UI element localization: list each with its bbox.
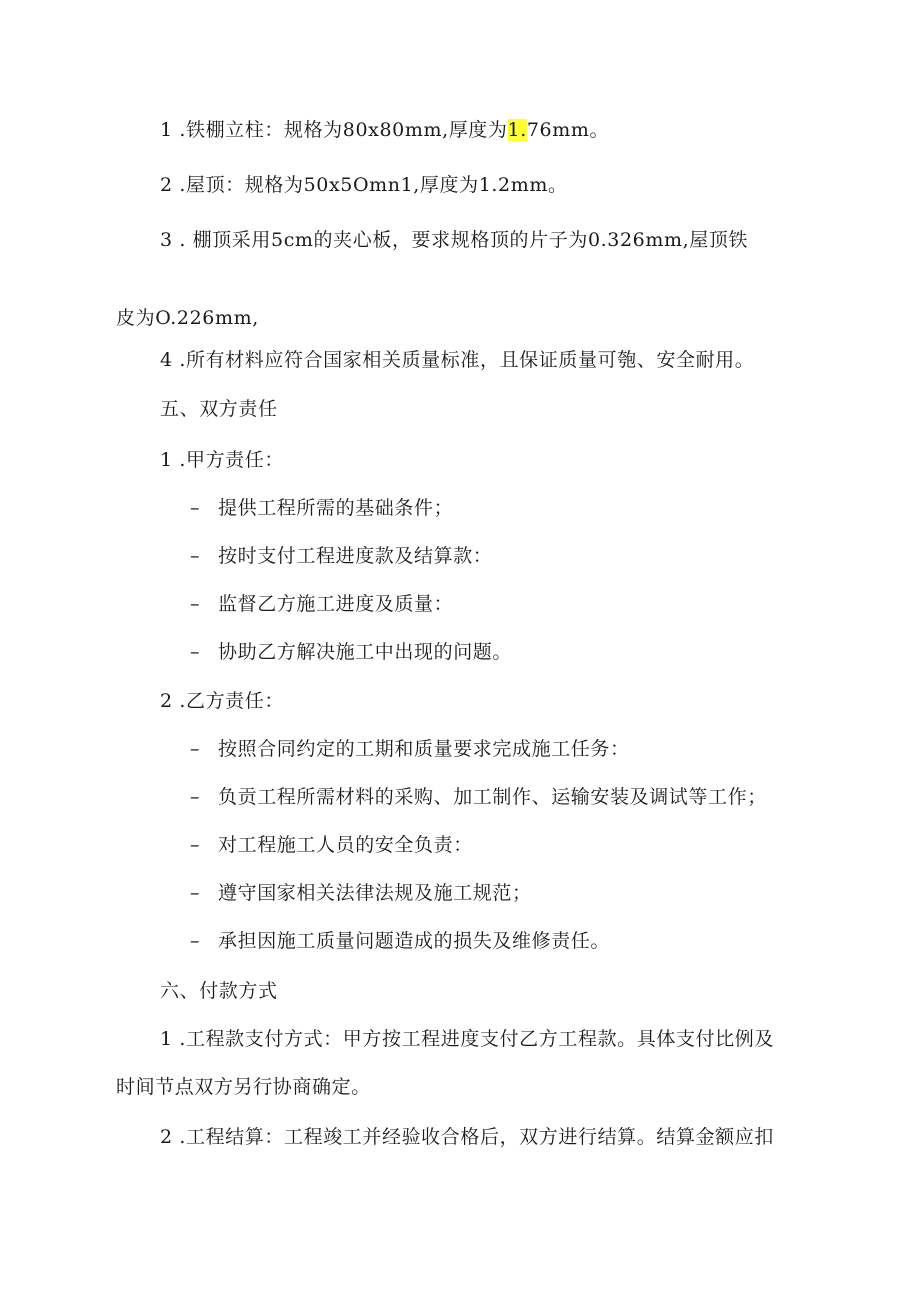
list-item bbox=[190, 927, 610, 955]
dash-bullet-icon: – bbox=[190, 930, 201, 952]
material-item-1 bbox=[160, 116, 609, 144]
list-item-text: 提供工程所需的基础条件； bbox=[218, 497, 454, 519]
dash-bullet-icon: – bbox=[190, 593, 201, 615]
dash-bullet-icon: – bbox=[190, 497, 201, 519]
highlighted-text: 1. bbox=[507, 119, 527, 141]
list-item-text: 协助乙方解决施工中出现的问题。 bbox=[218, 641, 513, 663]
list-item bbox=[190, 542, 492, 570]
material-item-2: 2 .屋顶：规格为50x5Omn1,厚度为1.2mm。 bbox=[160, 174, 568, 196]
list-item-text: 监督乙方施工进度及质量： bbox=[218, 593, 454, 615]
dash-bullet-icon: – bbox=[190, 641, 201, 663]
party-a-responsibility-heading: 1 .甲方责任： bbox=[160, 449, 284, 471]
material-item-4: 4 .所有材料应符合国家相关质量标准，且保证质量可匏、安全耐用。 bbox=[160, 349, 755, 371]
list-item-text: 负贡工程所需材料的采购、加工制作、运输安装及调试等工作； bbox=[218, 786, 767, 808]
party-b-responsibility-heading: 2 .乙方责任： bbox=[160, 690, 284, 712]
list-item bbox=[190, 638, 512, 666]
payment-item-1: 1 .工程款支付方式：甲方按工程进度支付乙方工程款。具体支付比例及 bbox=[160, 1028, 774, 1050]
list-item-text: 按照合同约定的工期和质量要求完成施工任务： bbox=[218, 738, 630, 760]
list-item-text: 遵守国家相关法律法规及施工规范； bbox=[218, 882, 532, 904]
list-item-text: 按时支付工程进度款及结算款： bbox=[218, 545, 493, 567]
list-item-text: 承担因施工质量问题造成的损失及维修责任。 bbox=[218, 930, 611, 952]
list-item bbox=[190, 590, 453, 618]
list-item bbox=[190, 783, 767, 811]
list-item bbox=[190, 879, 532, 907]
dash-bullet-icon: – bbox=[190, 882, 201, 904]
section-heading-payment: 六、付款方式 bbox=[160, 980, 278, 1002]
material-item-3: 3 . 棚顶采用5cm的夹心板，要求规格顶的片子为0.326mm,屋顶铁 bbox=[160, 229, 749, 251]
list-item bbox=[190, 735, 630, 763]
section-heading-responsibilities: 五、双方责任 bbox=[160, 398, 278, 420]
payment-item-2: 2 .工程结算：工程竣工并经验收合格后，双方进行结算。结算金额应扣 bbox=[160, 1126, 774, 1148]
material-item-3-continuation: 皮为O.226mm, bbox=[116, 307, 259, 329]
dash-bullet-icon: – bbox=[190, 738, 201, 760]
material-item-1-text: 1 .铁棚立柱：规格为80x80mm,厚度为 bbox=[160, 119, 508, 141]
list-item bbox=[190, 494, 453, 522]
dash-bullet-icon: – bbox=[190, 786, 201, 808]
list-item-text: 对工程施工人员的安全负责： bbox=[218, 834, 473, 856]
list-item bbox=[190, 831, 473, 859]
material-item-1-text-end: 76mm。 bbox=[526, 119, 610, 141]
dash-bullet-icon: – bbox=[190, 834, 201, 856]
payment-item-1-continuation: 时间节点双方另行协商确定。 bbox=[116, 1076, 371, 1098]
dash-bullet-icon: – bbox=[190, 545, 201, 567]
